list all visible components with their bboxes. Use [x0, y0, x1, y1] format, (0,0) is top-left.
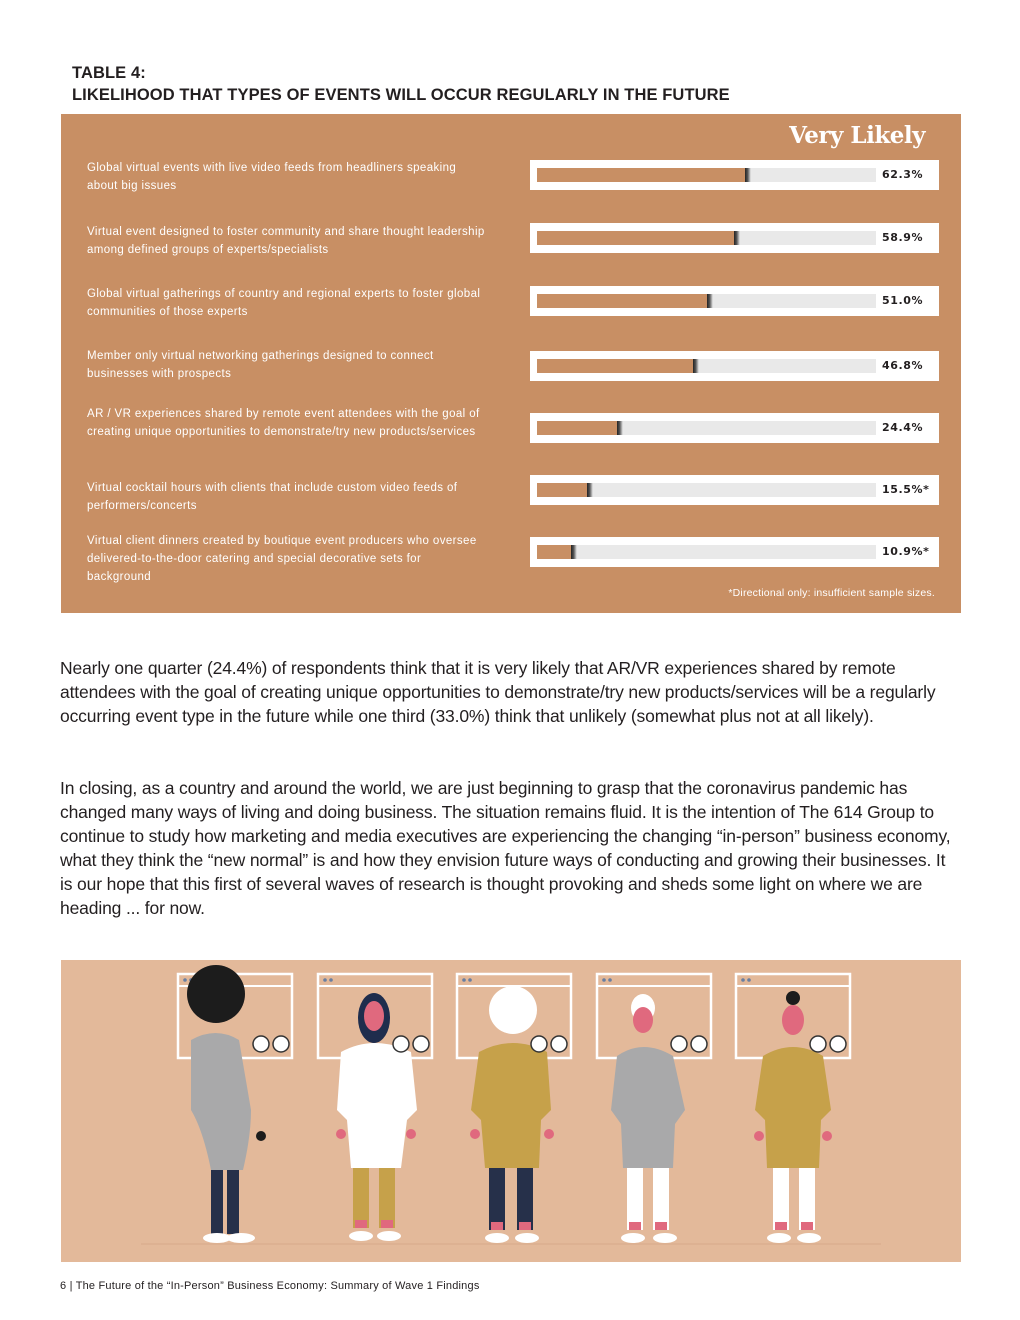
bar-label-1: Global virtual events with live video feeds from headliners speaking about big issues — [87, 162, 457, 192]
bar-4 — [537, 359, 696, 373]
bar-track-5 — [537, 421, 876, 435]
paragraph-closing: In closing, as a country and around the world, we are just beginning to grasp that the coronavirus pandemic has changed many ways of living and doing business. The situation remains fluid. It is the intention of The 614 Group to continue to study how marketing and media executives are experiencing the changing “in-person” business economy, what they think the “new normal” is and how they envision future ways of conducting and growing their businesses. It is our hope that this first of several waves of research is thought provoking and sheds some light on where we are heading ... for now. — [60, 778, 951, 918]
bar-value-label-6: 15.5%* — [882, 483, 930, 496]
person-5-figure — [736, 974, 850, 1243]
bar-track-7 — [537, 545, 876, 559]
bar-end-marker-7 — [571, 545, 577, 559]
column-header: Very Likely — [789, 122, 925, 149]
bar-1 — [537, 168, 748, 182]
bar-value-label-5: 24.4% — [882, 421, 924, 434]
table-title — [72, 62, 730, 106]
person-1-figure — [178, 965, 292, 1243]
bar-label-7: Virtual client dinners created by boutique event producers who oversee delivered-to-the-door catering and special decorative sets for background — [87, 535, 477, 583]
bar-row-5 — [530, 413, 939, 443]
bar-track-1 — [537, 168, 876, 182]
bar-7 — [537, 545, 574, 559]
bar-value-label-3: 51.0% — [882, 294, 924, 307]
bar-3 — [537, 294, 710, 308]
bar-end-marker-5 — [617, 421, 623, 435]
bar-track-3 — [537, 294, 876, 308]
bar-value-label-2: 58.9% — [882, 231, 924, 244]
bar-end-marker-1 — [745, 168, 751, 182]
bar-row-1 — [530, 160, 939, 190]
bar-chart-panel — [61, 114, 961, 613]
bar-end-marker-6 — [587, 483, 593, 497]
bar-label-6: Virtual cocktail hours with clients that include custom video feeds of performers/concerts — [87, 482, 458, 512]
bar-row-6 — [530, 475, 939, 505]
bar-label-4: Member only virtual networking gatherings designed to connect businesses with prospects — [87, 350, 434, 380]
bar-end-marker-3 — [707, 294, 713, 308]
bar-row-4 — [530, 351, 939, 381]
bar-6 — [537, 483, 590, 497]
people-illustration-graphic — [61, 960, 961, 1262]
bar-label-2: Virtual event designed to foster community and share thought leadership among defined groups of experts/specialists — [87, 226, 485, 256]
bar-row-2 — [530, 223, 939, 253]
bar-row-3 — [530, 286, 939, 316]
person-2-figure — [318, 974, 432, 1241]
paragraph-ar-vr: Nearly one quarter (24.4%) of respondents think that it is very likely that AR/VR experiences shared by remote attendees with the goal of creating unique opportunities to demonstrate/try new products/services will be a regularly occurring event type in the future while one third (33.0%) think that unlikely (somewhat plus not at all likely). — [60, 658, 936, 726]
person-4-figure — [597, 974, 711, 1243]
bar-end-marker-2 — [734, 231, 740, 245]
bar-label-3: Global virtual gatherings of country and regional experts to foster global communities of those experts — [87, 288, 481, 318]
bar-5 — [537, 421, 620, 435]
bar-value-label-4: 46.8% — [882, 359, 924, 372]
bar-label-5: AR / VR experiences shared by remote event attendees with the goal of creating unique opportunities to demonstrate/try new products/services — [87, 408, 480, 438]
bar-track-4 — [537, 359, 876, 373]
person-3-figure — [457, 974, 571, 1243]
chart-footnote: *Directional only: insufficient sample sizes. — [728, 587, 935, 599]
bar-row-7 — [530, 537, 939, 567]
table-number: TABLE 4: — [72, 64, 146, 82]
bar-end-marker-4 — [693, 359, 699, 373]
bar-track-6 — [537, 483, 876, 497]
page-footer: 6 | The Future of the “In-Person” Business Economy: Summary of Wave 1 Findings — [60, 1280, 480, 1292]
bar-track-2 — [537, 231, 876, 245]
video-call-illustration — [61, 960, 961, 1262]
bar-2 — [537, 231, 737, 245]
bar-value-label-7: 10.9%* — [882, 545, 930, 558]
table-heading: LIKELIHOOD THAT TYPES OF EVENTS WILL OCCUR REGULARLY IN THE FUTURE — [72, 86, 730, 104]
bar-value-label-1: 62.3% — [882, 168, 924, 181]
